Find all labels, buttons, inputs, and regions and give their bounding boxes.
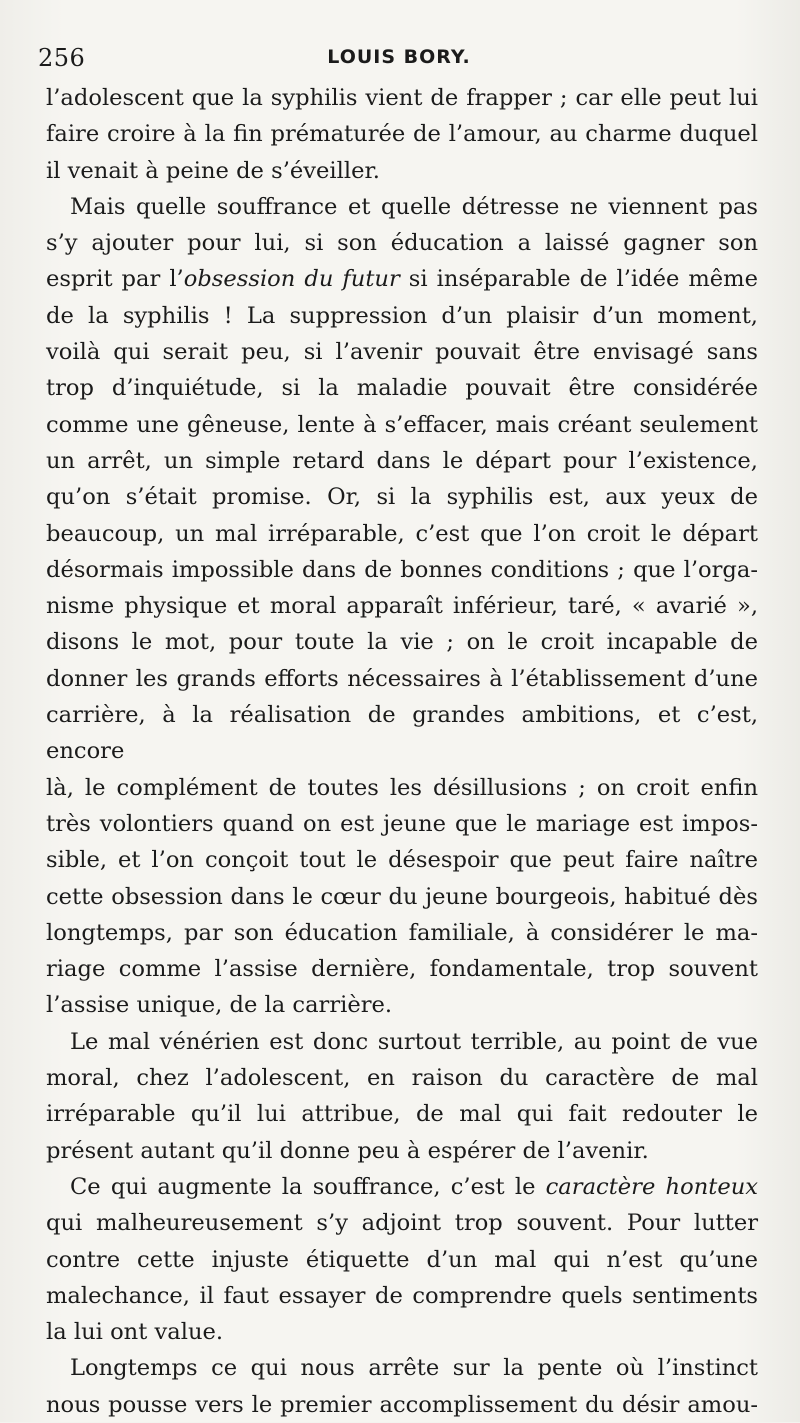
italic-phrase: caractère honteux: [545, 1173, 758, 1200]
text-line: [46, 1314, 758, 1350]
text-line: [46, 370, 758, 406]
text-run: carrière, à la réalisation de grandes ambitions, et c’est, encore: [46, 702, 758, 765]
text-run: l’assise unique, de la carrière.: [46, 992, 393, 1019]
text-run: très volontiers quand on est jeune que le mariage est impos-: [46, 810, 758, 837]
text-run: esprit par l’: [46, 266, 184, 293]
text-run: voilà qui serait peu, si l’avenir pouvait être envisagé sans: [46, 339, 758, 366]
text-run: de la syphilis ! La suppression d’un plaisir d’un moment,: [46, 302, 758, 329]
text-run: contre cette injuste étiquette d’un mal qui n’est qu’une: [46, 1246, 758, 1273]
text-line: [46, 987, 758, 1023]
text-line: [46, 1350, 758, 1386]
text-run: trop d’inquiétude, si la maladie pouvait être considérée: [46, 375, 758, 402]
text-run: Mais quelle souffrance et quelle détresse ne viennent pas: [70, 193, 758, 220]
text-run: sible, et l’on conçoit tout le désespoir que peut faire naître: [46, 847, 758, 874]
text-run: qu’on s’était promise. Or, si la syphilis est, aux yeux de: [46, 484, 758, 511]
text-line: [46, 806, 758, 842]
text-line: [46, 842, 758, 878]
text-run: malechance, il faut essayer de comprendre quels sentiments: [46, 1282, 758, 1309]
text-line: [46, 1024, 758, 1060]
running-head: LOUIS BORY.: [327, 46, 471, 68]
text-run: la lui ont value.: [46, 1319, 224, 1346]
text-line: [46, 1205, 758, 1241]
text-line: [46, 153, 758, 189]
text-line: [46, 407, 758, 443]
text-line: [46, 516, 758, 552]
text-line: [46, 261, 758, 297]
text-line: [46, 334, 758, 370]
text-run: Longtemps ce qui nous arrête sur la pente où l’instinct: [70, 1355, 758, 1382]
text-line: [46, 1060, 758, 1096]
text-line: [46, 1387, 758, 1423]
text-run: riage comme l’assise dernière, fondamentale, trop souvent: [46, 956, 758, 983]
text-run: l’adolescent que la syphilis vient de frapper ; car elle peut lui: [46, 85, 758, 111]
text-line: [46, 1096, 758, 1132]
page-number: 256: [38, 44, 86, 72]
text-run: un arrêt, un simple retard dans le départ pour l’existence,: [46, 447, 758, 474]
text-line: [46, 624, 758, 660]
text-line: [46, 951, 758, 987]
text-run: s’y ajouter pour lui, si son éducation a laissé gagner son: [46, 230, 758, 257]
text-line: [46, 116, 758, 152]
text-run: si inséparable de l’idée même: [399, 266, 758, 293]
text-run: Le mal vénérien est donc surtout terrible, au point de vue: [70, 1028, 758, 1055]
text-line: [46, 189, 758, 225]
text-line: [46, 479, 758, 515]
text-line: [46, 298, 758, 334]
text-run: qui malheureusement s’y adjoint trop souvent. Pour lutter: [46, 1210, 758, 1237]
text-line: [46, 661, 758, 697]
text-line: [46, 588, 758, 624]
text-run: il venait à peine de s’éveiller.: [46, 157, 380, 184]
text-run: Ce qui augmente la souffrance, c’est le: [70, 1173, 546, 1200]
text-run: faire croire à la fin prématurée de l’amour, au charme duquel: [46, 121, 758, 148]
text-line: [46, 80, 758, 116]
body-text: [46, 80, 758, 1423]
text-run: longtemps, par son éducation familiale, à considérer le ma-: [46, 919, 758, 946]
text-run: nisme physique et moral apparaît inférieur, taré, « avarié »,: [46, 593, 758, 620]
text-run: disons le mot, pour toute la vie ; on le croit incapable de: [46, 629, 758, 656]
text-line: [46, 1278, 758, 1314]
text-run: beaucoup, un mal irréparable, c’est que l’on croit le départ: [46, 520, 758, 547]
text-line: [46, 915, 758, 951]
page-header: [38, 40, 760, 76]
text-line: [46, 770, 758, 806]
text-line: [46, 1133, 758, 1169]
text-line: [46, 1242, 758, 1278]
text-line: [46, 879, 758, 915]
text-line: [46, 443, 758, 479]
text-line: [46, 552, 758, 588]
text-run: irréparable qu’il lui attribue, de mal qui fait redouter le: [46, 1101, 758, 1128]
text-line: [46, 697, 758, 770]
text-line: [46, 225, 758, 261]
text-run: nous pousse vers le premier accomplissement du désir amou-: [46, 1391, 758, 1418]
italic-phrase: obsession du futur: [183, 266, 400, 293]
text-run: présent autant qu’il donne peu à espérer de l’avenir.: [46, 1137, 649, 1164]
text-line: [46, 1169, 758, 1205]
text-run: donner les grands efforts nécessaires à l’établissement d’une: [46, 665, 758, 692]
text-run: comme une gêneuse, lente à s’effacer, mais créant seulement: [46, 411, 758, 438]
text-run: cette obsession dans le cœur du jeune bourgeois, habitué dès: [46, 883, 758, 910]
text-run: désormais impossible dans de bonnes conditions ; que l’orga-: [46, 556, 758, 583]
text-run: moral, chez l’adolescent, en raison du caractère de mal: [46, 1065, 758, 1092]
text-run: là, le complément de toutes les désillusions ; on croit enfin: [46, 774, 758, 801]
